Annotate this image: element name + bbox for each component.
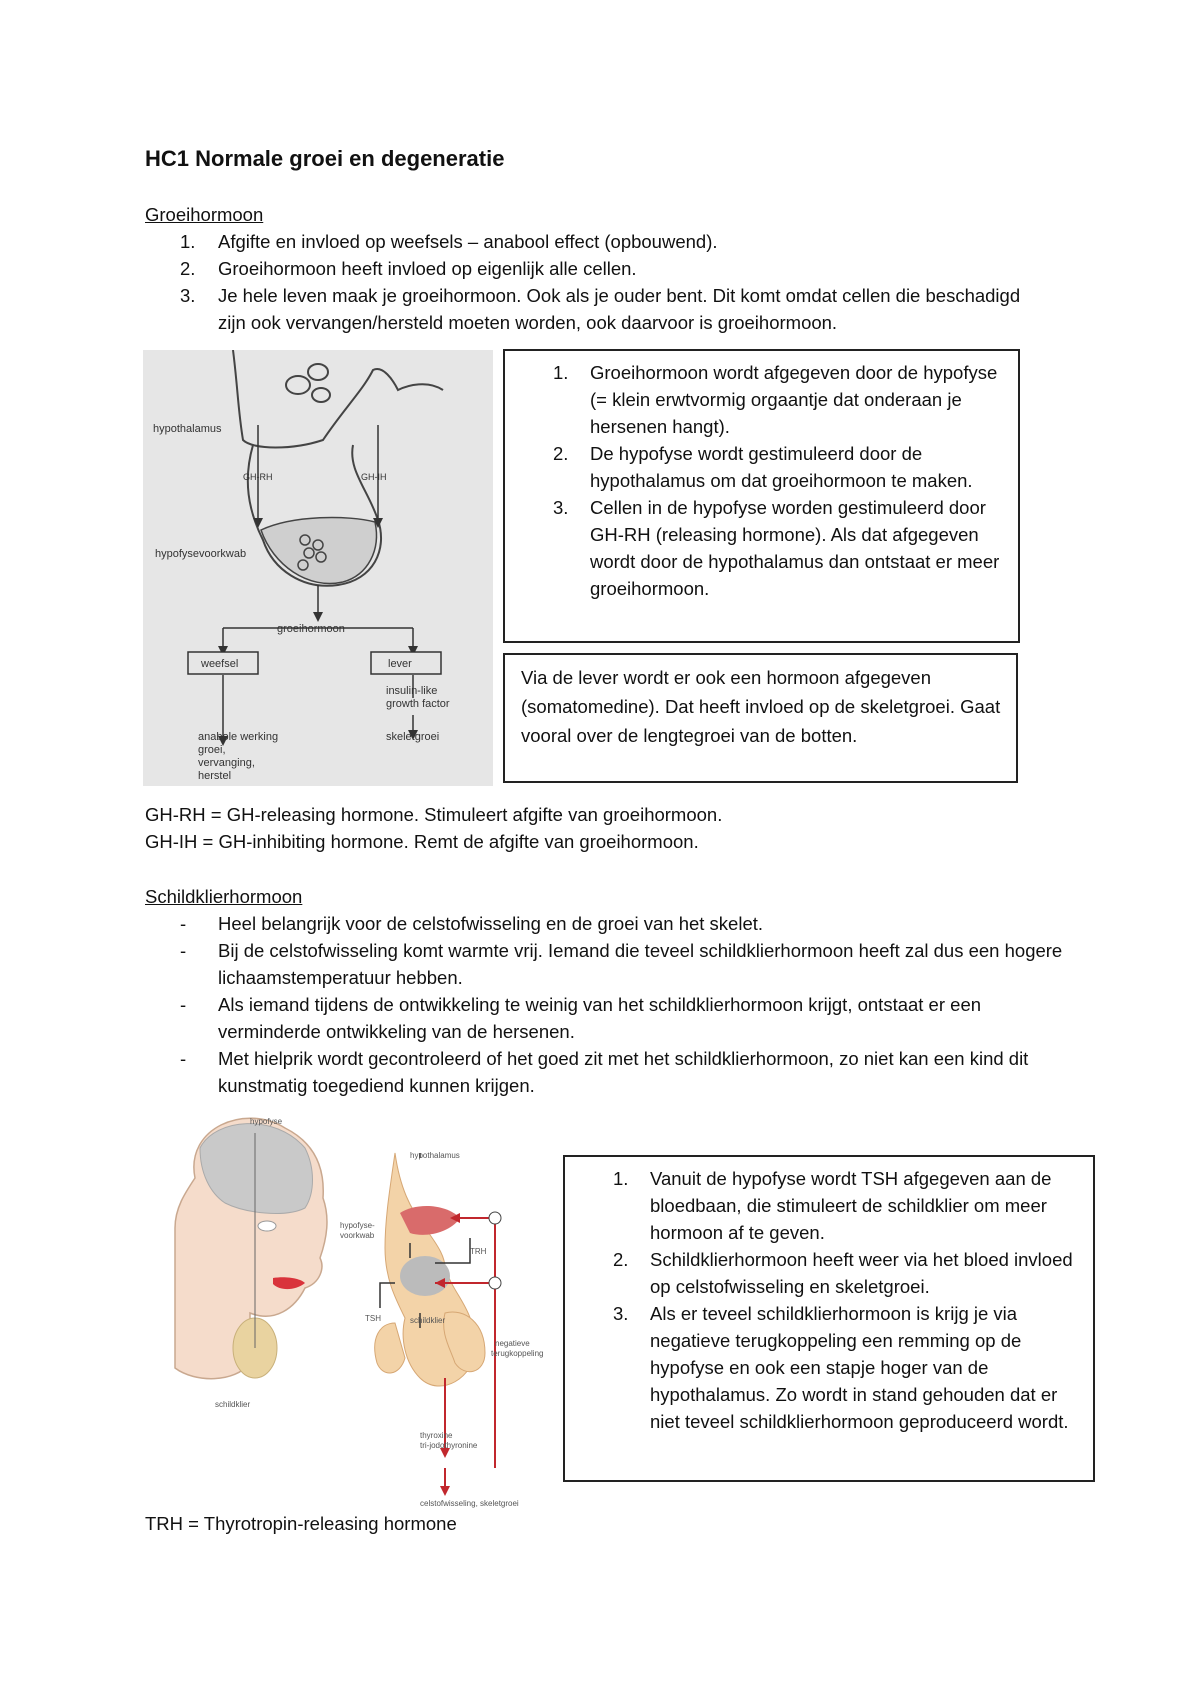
definition-trh: TRH = Thyrotropin-releasing hormone <box>145 1513 457 1534</box>
schildklier-list <box>145 910 1080 1099</box>
label-skelet: skeletgroei <box>386 731 440 743</box>
label-anab1: anabole werking <box>198 731 279 743</box>
label-anab4: herstel <box>198 770 232 782</box>
label-tsh: TSH <box>365 1314 381 1323</box>
list-item: - Met hielprik wordt gecontroleerd of het goed zit met het schildklierhormoon, zo niet kan een kind dit kunstmatig toegediend kunnen krijgen. <box>180 1048 1029 1096</box>
label-weefsel: weefsel <box>201 658 239 670</box>
explanation-box-growth <box>503 349 1020 643</box>
list-item: - Als iemand tijdens de ontwikkeling te weinig van het schildklierhormoon krijgt, ontstaat er een verminderde ontwikkeling van de hersenen. <box>180 994 982 1042</box>
explanation-box-liver <box>503 653 1018 783</box>
page-title: HC1 Normale groei en degeneratie <box>145 146 505 171</box>
list-item: 3. Cellen in de hypofyse worden gestimuleerd door GH-RH (releasing hormone). Als dat afgegeven wordt door de hypothalamus dan ontstaat er meer groeihormoon. <box>553 497 1000 599</box>
label-hypofyse: hypofyse <box>250 1117 283 1126</box>
label-hypothalamus: hypothalamus <box>153 423 222 435</box>
list-item: - Bij de celstofwisseling komt warmte vrij. Iemand die teveel schildklierhormoon heeft zal dus een hogere lichaamstemperatuur hebben. <box>180 940 1063 988</box>
label-schildklier: schildklier <box>410 1316 446 1325</box>
label-neg2: terugkoppeling <box>491 1349 544 1358</box>
label-neg1: negatieve <box>495 1339 530 1348</box>
label-ghih: GH-IH <box>361 472 387 482</box>
label-voorkwab2: voorkwab <box>340 1231 375 1240</box>
list-item: 2. Groeihormoon heeft invloed op eigenlijk alle cellen. <box>180 258 637 279</box>
label-schildklier-head: schildklier <box>215 1400 251 1409</box>
label-trh: TRH <box>470 1247 487 1256</box>
label-voorkwab1: hypofyse- <box>340 1221 375 1230</box>
label-anab2: groei, <box>198 744 226 756</box>
growth-hormone-diagram <box>143 350 493 786</box>
label-voorkwab: hypofysevoorkwab <box>155 548 247 560</box>
label-result: celstofwisseling, skeletgroei <box>420 1499 519 1508</box>
section-heading-groeihormoon: Groeihormoon <box>145 204 264 225</box>
label-thyr2: tri-jodothyronine <box>420 1441 478 1450</box>
definition-ghih: GH-IH = GH-inhibiting hormone. Remt de afgifte van groeihormoon. <box>145 831 699 852</box>
liver-text: Via de lever wordt er ook een hormoon afgegeven (somatomedine). Dat heeft invloed op de skeletgroei. Gaat vooral over de lengtegroei van de botten. <box>521 667 1001 746</box>
label-lever: lever <box>388 658 412 670</box>
list-item: 3. Als er teveel schildklierhormoon is krijg je via negatieve terugkoppeling een remming op de hypofyse en ook een stapje hoger van de hypothalamus. Zo wordt in stand gehouden dat er niet teveel schildklierhormoon geproduceerd wordt. <box>613 1303 1069 1432</box>
label-anab3: vervanging, <box>198 757 255 769</box>
label-hypothalamus: hypothalamus <box>410 1151 460 1160</box>
label-groeihormoon: groeihormoon <box>277 623 345 635</box>
list-item: - Heel belangrijk voor de celstofwisseling en de groei van het skelet. <box>180 913 764 934</box>
list-item: 3. Je hele leven maak je groeihormoon. Ook als je ouder bent. Dit komt omdat cellen die beschadigd zijn ook vervangen/hersteld moeten worden, ook daarvoor is groeihormoon. <box>180 285 1021 333</box>
list-item: 1. Vanuit de hypofyse wordt TSH afgegeven aan de bloedbaan, die stimuleert de schildklier om meer hormoon af te geven. <box>613 1168 1052 1243</box>
list-item: 2. Schildklierhormoon heeft weer via het bloed invloed op celstofwisseling en skeletgroei. <box>613 1249 1073 1297</box>
section-heading-schildklier: Schildklierhormoon <box>145 886 303 907</box>
groeihormoon-list <box>145 228 1045 336</box>
list-item: 1. Groeihormoon wordt afgegeven door de hypofyse (= klein erwtvormig orgaantje dat onderaan je hersenen hangt). <box>553 362 998 437</box>
list-item: 1. Afgifte en invloed op weefsels – anabool effect (opbouwend). <box>180 231 718 252</box>
label-igf1: insulin-like <box>386 685 438 697</box>
thyroid-diagram <box>155 1108 555 1510</box>
label-ghrh: GH-RH <box>243 472 273 482</box>
list-item: 2. De hypofyse wordt gestimuleerd door de hypothalamus om dat groeihormoon te maken. <box>553 443 973 491</box>
explanation-box-thyroid <box>563 1155 1095 1482</box>
label-thyr1: thyroxine <box>420 1431 453 1440</box>
definition-ghrh: GH-RH = GH-releasing hormone. Stimuleert afgifte van groeihormoon. <box>145 804 723 825</box>
label-igf2: growth factor <box>386 698 450 710</box>
